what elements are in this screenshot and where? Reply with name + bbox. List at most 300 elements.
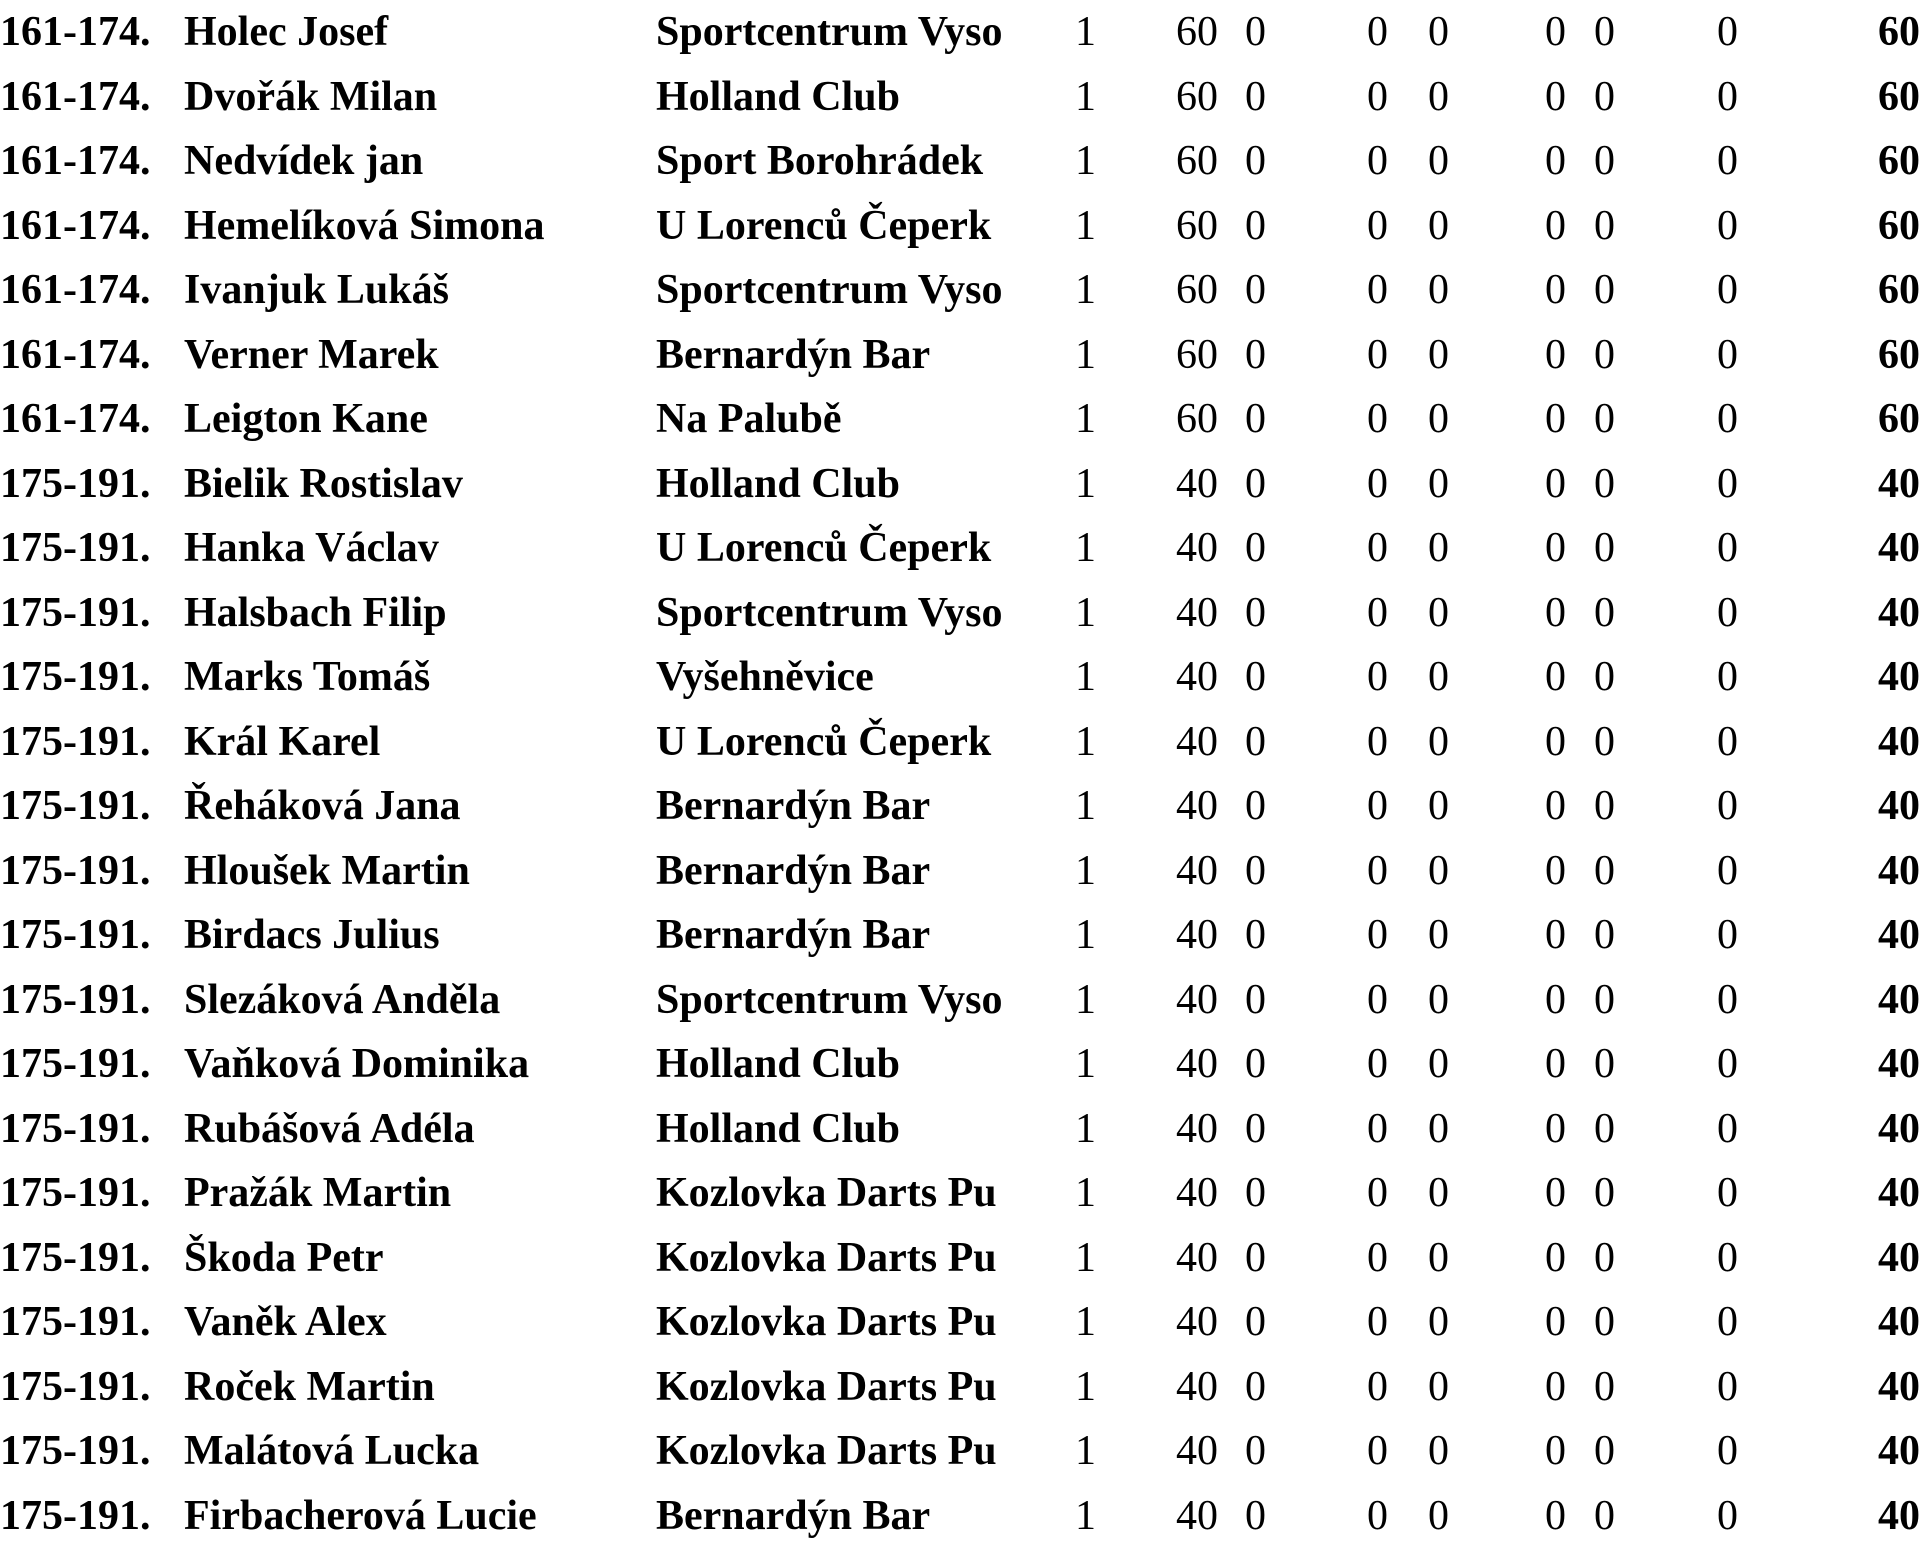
stat-cell-5: 0: [1428, 258, 1449, 323]
stat-cell-3: 0: [1245, 129, 1266, 194]
table-row: [0, 323, 1920, 388]
rank-cell: 175-191.: [0, 968, 151, 1033]
stat-cell-2: 40: [1176, 1032, 1218, 1097]
table-row: [0, 1355, 1920, 1420]
player-name-cell: Firbacherová Lucie: [184, 1484, 537, 1548]
player-name-cell: Marks Tomáš: [184, 645, 430, 710]
stat-cell-6: 0: [1545, 774, 1566, 839]
player-name-cell: Škoda Petr: [184, 1226, 384, 1291]
stat-cell-7: 0: [1594, 1355, 1615, 1420]
stat-cell-5: 0: [1428, 65, 1449, 130]
player-name-cell: Dvořák Milan: [184, 65, 437, 130]
total-points-cell: 60: [1860, 0, 1920, 65]
rank-cell: 175-191.: [0, 839, 151, 904]
table-row: [0, 65, 1920, 130]
stat-cell-7: 0: [1594, 323, 1615, 388]
rank-cell: 161-174.: [0, 258, 151, 323]
stat-cell-6: 0: [1545, 903, 1566, 968]
rank-cell: 175-191.: [0, 1226, 151, 1291]
table-row: [0, 452, 1920, 517]
stat-cell-1: 1: [1075, 1290, 1096, 1355]
stat-cell-6: 0: [1545, 194, 1566, 259]
stat-cell-7: 0: [1594, 710, 1615, 775]
stat-cell-6: 0: [1545, 1097, 1566, 1162]
stat-cell-8: 0: [1717, 1290, 1738, 1355]
stat-cell-3: 0: [1245, 1226, 1266, 1291]
stat-cell-8: 0: [1717, 1355, 1738, 1420]
stat-cell-4: 0: [1367, 516, 1388, 581]
table-row: [0, 1290, 1920, 1355]
stat-cell-7: 0: [1594, 1290, 1615, 1355]
stat-cell-2: 60: [1176, 387, 1218, 452]
stat-cell-5: 0: [1428, 645, 1449, 710]
player-name-cell: Leigton Kane: [184, 387, 428, 452]
stat-cell-4: 0: [1367, 258, 1388, 323]
stat-cell-3: 0: [1245, 516, 1266, 581]
table-row: [0, 1484, 1920, 1548]
total-points-cell: 60: [1860, 258, 1920, 323]
stat-cell-3: 0: [1245, 903, 1266, 968]
club-cell: Holland Club: [656, 1032, 900, 1097]
total-points-cell: 40: [1860, 645, 1920, 710]
stat-cell-4: 0: [1367, 1290, 1388, 1355]
stat-cell-2: 40: [1176, 1161, 1218, 1226]
stat-cell-7: 0: [1594, 903, 1615, 968]
rank-cell: 175-191.: [0, 645, 151, 710]
club-cell: Bernardýn Bar: [656, 839, 930, 904]
stat-cell-6: 0: [1545, 1161, 1566, 1226]
stat-cell-7: 0: [1594, 129, 1615, 194]
player-name-cell: Řeháková Jana: [184, 774, 461, 839]
stat-cell-4: 0: [1367, 774, 1388, 839]
stat-cell-1: 1: [1075, 774, 1096, 839]
stat-cell-5: 0: [1428, 1290, 1449, 1355]
stat-cell-7: 0: [1594, 1161, 1615, 1226]
stat-cell-8: 0: [1717, 645, 1738, 710]
stat-cell-7: 0: [1594, 1226, 1615, 1291]
stat-cell-4: 0: [1367, 1226, 1388, 1291]
player-name-cell: Malátová Lucka: [184, 1419, 479, 1484]
table-row: [0, 968, 1920, 1033]
stat-cell-4: 0: [1367, 581, 1388, 646]
stat-cell-1: 1: [1075, 323, 1096, 388]
stat-cell-8: 0: [1717, 839, 1738, 904]
stat-cell-6: 0: [1545, 710, 1566, 775]
total-points-cell: 60: [1860, 65, 1920, 130]
table-row: [0, 0, 1920, 65]
rank-cell: 175-191.: [0, 516, 151, 581]
stat-cell-2: 60: [1176, 258, 1218, 323]
stat-cell-2: 40: [1176, 968, 1218, 1033]
stat-cell-3: 0: [1245, 452, 1266, 517]
rank-cell: 161-174.: [0, 65, 151, 130]
stat-cell-5: 0: [1428, 0, 1449, 65]
player-name-cell: Roček Martin: [184, 1355, 435, 1420]
player-name-cell: Holec Josef: [184, 0, 388, 65]
table-row: [0, 129, 1920, 194]
table-row: [0, 1161, 1920, 1226]
stat-cell-3: 0: [1245, 839, 1266, 904]
total-points-cell: 60: [1860, 387, 1920, 452]
total-points-cell: 60: [1860, 323, 1920, 388]
total-points-cell: 40: [1860, 903, 1920, 968]
stat-cell-2: 40: [1176, 1355, 1218, 1420]
table-row: [0, 903, 1920, 968]
stat-cell-3: 0: [1245, 1161, 1266, 1226]
total-points-cell: 60: [1860, 129, 1920, 194]
stat-cell-1: 1: [1075, 1032, 1096, 1097]
club-cell: Sportcentrum Vyso: [656, 258, 1003, 323]
stat-cell-5: 0: [1428, 1484, 1449, 1548]
stat-cell-3: 0: [1245, 645, 1266, 710]
stat-cell-5: 0: [1428, 774, 1449, 839]
total-points-cell: 40: [1860, 1355, 1920, 1420]
table-row: [0, 1226, 1920, 1291]
total-points-cell: 40: [1860, 452, 1920, 517]
rank-cell: 175-191.: [0, 581, 151, 646]
stat-cell-7: 0: [1594, 1419, 1615, 1484]
total-points-cell: 40: [1860, 516, 1920, 581]
stat-cell-6: 0: [1545, 1419, 1566, 1484]
stat-cell-6: 0: [1545, 258, 1566, 323]
stat-cell-5: 0: [1428, 387, 1449, 452]
rank-cell: 161-174.: [0, 323, 151, 388]
stat-cell-4: 0: [1367, 0, 1388, 65]
stat-cell-6: 0: [1545, 516, 1566, 581]
stat-cell-4: 0: [1367, 903, 1388, 968]
stat-cell-4: 0: [1367, 194, 1388, 259]
stat-cell-4: 0: [1367, 1097, 1388, 1162]
rank-cell: 175-191.: [0, 1097, 151, 1162]
total-points-cell: 40: [1860, 1097, 1920, 1162]
stat-cell-4: 0: [1367, 387, 1388, 452]
stat-cell-8: 0: [1717, 581, 1738, 646]
stat-cell-8: 0: [1717, 710, 1738, 775]
stat-cell-4: 0: [1367, 1032, 1388, 1097]
stat-cell-6: 0: [1545, 387, 1566, 452]
stat-cell-8: 0: [1717, 774, 1738, 839]
stat-cell-5: 0: [1428, 710, 1449, 775]
stat-cell-1: 1: [1075, 65, 1096, 130]
stat-cell-5: 0: [1428, 581, 1449, 646]
stat-cell-1: 1: [1075, 1097, 1096, 1162]
stat-cell-3: 0: [1245, 710, 1266, 775]
stat-cell-2: 40: [1176, 710, 1218, 775]
stat-cell-8: 0: [1717, 1032, 1738, 1097]
stat-cell-5: 0: [1428, 1419, 1449, 1484]
total-points-cell: 40: [1860, 839, 1920, 904]
stat-cell-2: 60: [1176, 194, 1218, 259]
stat-cell-4: 0: [1367, 1355, 1388, 1420]
stat-cell-7: 0: [1594, 839, 1615, 904]
stat-cell-1: 1: [1075, 387, 1096, 452]
club-cell: Sport Borohrádek: [656, 129, 983, 194]
stat-cell-8: 0: [1717, 968, 1738, 1033]
stat-cell-7: 0: [1594, 1484, 1615, 1548]
stat-cell-8: 0: [1717, 1097, 1738, 1162]
player-name-cell: Hemelíková Simona: [184, 194, 545, 259]
table-row: [0, 645, 1920, 710]
stat-cell-2: 60: [1176, 0, 1218, 65]
rank-cell: 175-191.: [0, 1161, 151, 1226]
club-cell: U Lorenců Čeperk: [656, 516, 991, 581]
player-name-cell: Vaněk Alex: [184, 1290, 387, 1355]
stat-cell-2: 40: [1176, 1226, 1218, 1291]
total-points-cell: 40: [1860, 1419, 1920, 1484]
stat-cell-3: 0: [1245, 1290, 1266, 1355]
club-cell: Kozlovka Darts Pu: [656, 1419, 997, 1484]
total-points-cell: 40: [1860, 581, 1920, 646]
stat-cell-6: 0: [1545, 65, 1566, 130]
stat-cell-7: 0: [1594, 1032, 1615, 1097]
stat-cell-5: 0: [1428, 323, 1449, 388]
rank-cell: 161-174.: [0, 0, 151, 65]
club-cell: Sportcentrum Vyso: [656, 968, 1003, 1033]
stat-cell-4: 0: [1367, 1484, 1388, 1548]
stat-cell-7: 0: [1594, 194, 1615, 259]
stat-cell-8: 0: [1717, 1161, 1738, 1226]
rank-cell: 175-191.: [0, 1290, 151, 1355]
rank-cell: 175-191.: [0, 1355, 151, 1420]
stat-cell-2: 40: [1176, 1419, 1218, 1484]
stat-cell-6: 0: [1545, 1290, 1566, 1355]
stat-cell-1: 1: [1075, 1419, 1096, 1484]
stat-cell-8: 0: [1717, 516, 1738, 581]
player-name-cell: Hanka Václav: [184, 516, 439, 581]
club-cell: Sportcentrum Vyso: [656, 581, 1003, 646]
stat-cell-6: 0: [1545, 839, 1566, 904]
stat-cell-5: 0: [1428, 1097, 1449, 1162]
stat-cell-3: 0: [1245, 968, 1266, 1033]
stat-cell-2: 40: [1176, 774, 1218, 839]
rank-cell: 175-191.: [0, 774, 151, 839]
stat-cell-6: 0: [1545, 645, 1566, 710]
player-name-cell: Pražák Martin: [184, 1161, 451, 1226]
stat-cell-4: 0: [1367, 1419, 1388, 1484]
stat-cell-5: 0: [1428, 129, 1449, 194]
stat-cell-7: 0: [1594, 452, 1615, 517]
stat-cell-2: 60: [1176, 65, 1218, 130]
stat-cell-4: 0: [1367, 65, 1388, 130]
stat-cell-5: 0: [1428, 1226, 1449, 1291]
rank-cell: 161-174.: [0, 194, 151, 259]
table-row: [0, 387, 1920, 452]
player-name-cell: Bielik Rostislav: [184, 452, 463, 517]
club-cell: Sportcentrum Vyso: [656, 0, 1003, 65]
stat-cell-4: 0: [1367, 452, 1388, 517]
stat-cell-2: 40: [1176, 645, 1218, 710]
total-points-cell: 40: [1860, 1290, 1920, 1355]
stat-cell-4: 0: [1367, 839, 1388, 904]
stat-cell-8: 0: [1717, 1419, 1738, 1484]
club-cell: Bernardýn Bar: [656, 323, 930, 388]
stat-cell-4: 0: [1367, 645, 1388, 710]
stat-cell-4: 0: [1367, 968, 1388, 1033]
stat-cell-3: 0: [1245, 258, 1266, 323]
stat-cell-3: 0: [1245, 1032, 1266, 1097]
total-points-cell: 40: [1860, 1032, 1920, 1097]
player-name-cell: Ivanjuk Lukáš: [184, 258, 449, 323]
stat-cell-2: 40: [1176, 1484, 1218, 1548]
stat-cell-8: 0: [1717, 194, 1738, 259]
stat-cell-5: 0: [1428, 1161, 1449, 1226]
stat-cell-7: 0: [1594, 645, 1615, 710]
stat-cell-3: 0: [1245, 581, 1266, 646]
stat-cell-2: 40: [1176, 1097, 1218, 1162]
stat-cell-3: 0: [1245, 387, 1266, 452]
club-cell: Bernardýn Bar: [656, 774, 930, 839]
stat-cell-7: 0: [1594, 774, 1615, 839]
stat-cell-3: 0: [1245, 1355, 1266, 1420]
stat-cell-6: 0: [1545, 968, 1566, 1033]
club-cell: U Lorenců Čeperk: [656, 194, 991, 259]
table-row: [0, 581, 1920, 646]
club-cell: Holland Club: [656, 1097, 900, 1162]
table-row: [0, 516, 1920, 581]
stat-cell-1: 1: [1075, 839, 1096, 904]
stat-cell-3: 0: [1245, 774, 1266, 839]
player-name-cell: Vaňková Dominika: [184, 1032, 529, 1097]
rank-cell: 175-191.: [0, 452, 151, 517]
rank-cell: 175-191.: [0, 903, 151, 968]
stat-cell-2: 40: [1176, 581, 1218, 646]
stat-cell-3: 0: [1245, 65, 1266, 130]
player-name-cell: Slezáková Anděla: [184, 968, 500, 1033]
table-row: [0, 710, 1920, 775]
club-cell: Na Palubě: [656, 387, 842, 452]
stat-cell-3: 0: [1245, 323, 1266, 388]
stat-cell-1: 1: [1075, 129, 1096, 194]
club-cell: Bernardýn Bar: [656, 1484, 930, 1548]
player-name-cell: Nedvídek jan: [184, 129, 423, 194]
stat-cell-3: 0: [1245, 194, 1266, 259]
total-points-cell: 60: [1860, 194, 1920, 259]
total-points-cell: 40: [1860, 774, 1920, 839]
stat-cell-2: 40: [1176, 903, 1218, 968]
stat-cell-2: 40: [1176, 1290, 1218, 1355]
club-cell: Kozlovka Darts Pu: [656, 1161, 997, 1226]
table-row: [0, 1419, 1920, 1484]
stat-cell-5: 0: [1428, 452, 1449, 517]
rank-cell: 175-191.: [0, 1419, 151, 1484]
total-points-cell: 40: [1860, 1484, 1920, 1548]
stat-cell-1: 1: [1075, 452, 1096, 517]
stat-cell-5: 0: [1428, 839, 1449, 904]
stat-cell-5: 0: [1428, 903, 1449, 968]
stat-cell-1: 1: [1075, 516, 1096, 581]
stat-cell-1: 1: [1075, 1355, 1096, 1420]
stat-cell-6: 0: [1545, 129, 1566, 194]
stat-cell-8: 0: [1717, 0, 1738, 65]
club-cell: Vyšehněvice: [656, 645, 874, 710]
total-points-cell: 40: [1860, 1226, 1920, 1291]
stat-cell-1: 1: [1075, 1161, 1096, 1226]
stat-cell-4: 0: [1367, 710, 1388, 775]
stat-cell-2: 40: [1176, 516, 1218, 581]
stat-cell-1: 1: [1075, 0, 1096, 65]
stat-cell-6: 0: [1545, 0, 1566, 65]
table-row: [0, 194, 1920, 259]
stat-cell-8: 0: [1717, 258, 1738, 323]
total-points-cell: 40: [1860, 1161, 1920, 1226]
stat-cell-6: 0: [1545, 452, 1566, 517]
stat-cell-7: 0: [1594, 65, 1615, 130]
stat-cell-3: 0: [1245, 1419, 1266, 1484]
stat-cell-8: 0: [1717, 903, 1738, 968]
stat-cell-2: 40: [1176, 452, 1218, 517]
total-points-cell: 40: [1860, 710, 1920, 775]
stat-cell-3: 0: [1245, 1484, 1266, 1548]
stat-cell-7: 0: [1594, 968, 1615, 1033]
stat-cell-5: 0: [1428, 1032, 1449, 1097]
rank-cell: 161-174.: [0, 387, 151, 452]
stat-cell-1: 1: [1075, 258, 1096, 323]
stat-cell-8: 0: [1717, 452, 1738, 517]
player-name-cell: Král Karel: [184, 710, 380, 775]
stat-cell-7: 0: [1594, 258, 1615, 323]
stat-cell-1: 1: [1075, 903, 1096, 968]
stat-cell-7: 0: [1594, 387, 1615, 452]
table-row: [0, 258, 1920, 323]
rank-cell: 175-191.: [0, 1484, 151, 1548]
club-cell: Bernardýn Bar: [656, 903, 930, 968]
stat-cell-1: 1: [1075, 1226, 1096, 1291]
stat-cell-7: 0: [1594, 0, 1615, 65]
stat-cell-6: 0: [1545, 1032, 1566, 1097]
stat-cell-8: 0: [1717, 129, 1738, 194]
club-cell: U Lorenců Čeperk: [656, 710, 991, 775]
stat-cell-1: 1: [1075, 581, 1096, 646]
stat-cell-6: 0: [1545, 1226, 1566, 1291]
club-cell: Kozlovka Darts Pu: [656, 1290, 997, 1355]
player-name-cell: Hloušek Martin: [184, 839, 470, 904]
table-row: [0, 1032, 1920, 1097]
stat-cell-5: 0: [1428, 516, 1449, 581]
stat-cell-3: 0: [1245, 1097, 1266, 1162]
stat-cell-6: 0: [1545, 323, 1566, 388]
stat-cell-1: 1: [1075, 194, 1096, 259]
stat-cell-5: 0: [1428, 968, 1449, 1033]
club-cell: Kozlovka Darts Pu: [656, 1355, 997, 1420]
stat-cell-8: 0: [1717, 1484, 1738, 1548]
rank-cell: 161-174.: [0, 129, 151, 194]
player-name-cell: Halsbach Filip: [184, 581, 447, 646]
rank-cell: 175-191.: [0, 710, 151, 775]
player-name-cell: Rubášová Adéla: [184, 1097, 475, 1162]
stat-cell-6: 0: [1545, 1355, 1566, 1420]
player-name-cell: Verner Marek: [184, 323, 439, 388]
stat-cell-6: 0: [1545, 581, 1566, 646]
stat-cell-5: 0: [1428, 1355, 1449, 1420]
club-cell: Holland Club: [656, 452, 900, 517]
stat-cell-6: 0: [1545, 1484, 1566, 1548]
stat-cell-2: 60: [1176, 129, 1218, 194]
table-row: [0, 839, 1920, 904]
player-name-cell: Birdacs Julius: [184, 903, 440, 968]
total-points-cell: 40: [1860, 968, 1920, 1033]
stat-cell-4: 0: [1367, 129, 1388, 194]
stat-cell-7: 0: [1594, 516, 1615, 581]
stat-cell-1: 1: [1075, 710, 1096, 775]
stat-cell-1: 1: [1075, 645, 1096, 710]
table-row: [0, 774, 1920, 839]
stat-cell-4: 0: [1367, 1161, 1388, 1226]
club-cell: Holland Club: [656, 65, 900, 130]
stat-cell-8: 0: [1717, 1226, 1738, 1291]
stat-cell-5: 0: [1428, 194, 1449, 259]
stat-cell-1: 1: [1075, 968, 1096, 1033]
stat-cell-3: 0: [1245, 0, 1266, 65]
